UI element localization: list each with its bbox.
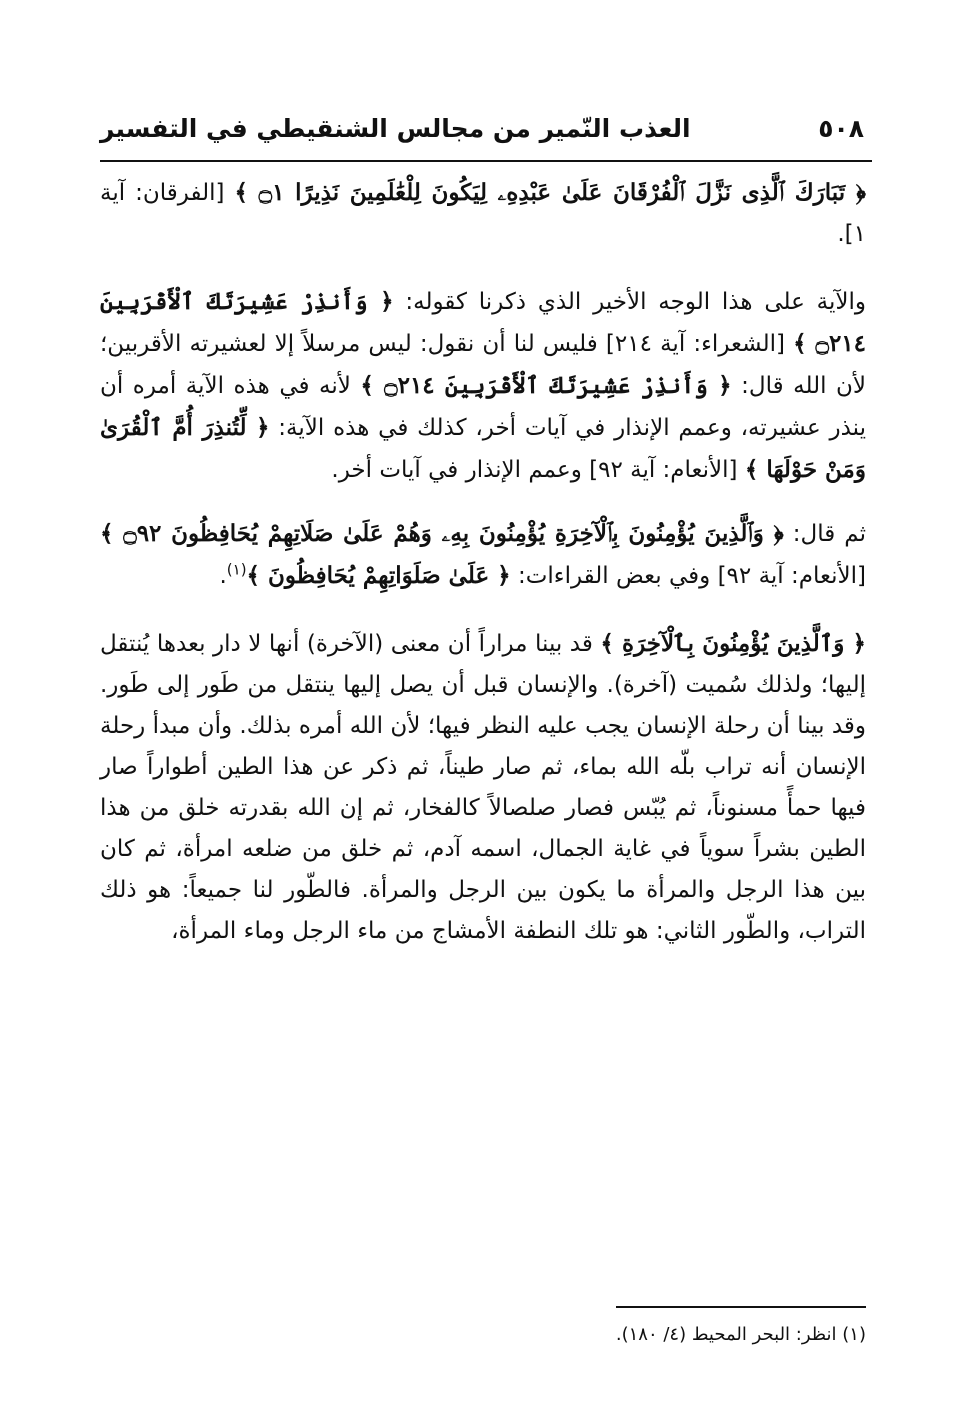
quran-verse: ﴿ وَٱلَّذِينَ يُؤْمِنُونَ بِٱلْآخِرَةِ يُؤْمِنُونَ بِهِۦ وَهُمْ عَلَىٰ صَلَاتِهِمْ يُحَافِظُونَ ۝٩٢ ﴾ (100, 520, 784, 547)
header-divider (100, 160, 872, 162)
paragraph-text: [الأنعام: آية ٩٢] وفي بعض القراءات: (510, 563, 866, 589)
quran-verse: ﴿ عَلَىٰ صَلَوَاتِهِمْ يُحَافِظُونَ ﴾ (246, 562, 511, 589)
footnote: (١) انظر: البحر المحيط (٤/ ١٨٠). (615, 1324, 866, 1345)
footnote-divider (616, 1306, 866, 1308)
page-number: ٥٠٨ (818, 113, 864, 143)
paragraph-text: ثم قال: (783, 521, 866, 547)
quran-verse: ﴿ وَأَنذِرْ عَشِيرَتَكَ ٱلْأَقْرَبِينَ ۝٢١٤ ﴾ (360, 372, 732, 399)
quran-verse: ﴿ لِّتُنذِرَ أُمَّ ٱلْقُرَىٰ وَمَنْ حَوْلَهَا ﴾ (100, 414, 866, 483)
paragraph-text: . (219, 563, 227, 589)
paragraph-text: لأنه في هذه الآية أمره أن ينذر عشيرته، وعمم الإنذار في آيات أخر، كذلك في هذه الآية: (100, 373, 866, 441)
running-title: العذب النّمير من مجالس الشنقيطي في التفسير (100, 113, 691, 143)
paragraph-text: والآية على هذا الوجه الأخير الذي ذكرنا كقوله: (393, 289, 866, 315)
paragraph-1 (100, 172, 866, 255)
paragraph-text: [الشعراء: آية ٢١٤] فليس لنا أن نقول: ليس مرسلاً إلا لعشيرته الأقربين؛ لأن الله قال: (100, 331, 867, 399)
paragraph-2 (100, 281, 866, 491)
paragraph-3 (100, 513, 866, 597)
quran-verse: ﴿ وَٱلَّذِينَ يُؤْمِنُونَ بِٱلْآخِرَةِ ﴾ (600, 630, 866, 657)
page-header (100, 108, 864, 148)
page-body (100, 172, 866, 952)
quran-verse: ﴿ وَأَنذِرْ عَشِيرَتَكَ ٱلْأَقْرَبِينَ ۝٢١٤ ﴾ (100, 288, 867, 357)
quran-verse: ﴿ تَبَارَكَ ٱلَّذِى نَزَّلَ ٱلْفُرْقَانَ عَلَىٰ عَبْدِهِۦ لِيَكُونَ لِلْعَٰلَمِينَ نَذِيرًا ۝١ ﴾ (234, 179, 866, 206)
paragraph-text: قد بينا مراراً أن معنى (الآخرة) أنها لا دار بعدها يُنتقل إليها؛ ولذلك سُميت (آخرة). والإنسان قبل أن يصل إليها ينتقل من طَور إلى طَور. وقد بينا أن رحلة الإنسان يجب عليه النظر فيها؛ لأن الله أمره بذلك. وأن مبدأ رحلة الإنسان أنه تراب بلّه الله بماء، ثم صار طيناً، ثم ذكر عن هذا الطين أطواراً صار فيها حمأً مسنوناً، ثم يُبّس فصار صلصالاً كالفخار، ثم إن الله بقدرته خلق من هذا الطين بشراً سوياً في غاية الجمال، اسمه آدم، ثم خلق من ضلعه امرأة، ثم كان بين هذا الرجل والمرأة ما يكون بين الرجل والمرأة. فالطّور لنا جميعاً: هو ذلك التراب، والطّور الثاني: هو تلك النطفة الأمشاج من ماء الرجل وماء المرأة، (100, 631, 866, 944)
paragraph-text: [الفرقان: آية ١]. (100, 180, 866, 247)
footnote-reference: (١) (226, 560, 247, 579)
paragraph-text: [الأنعام: آية ٩٢] وعمم الإنذار في آيات أخر. (331, 457, 745, 483)
paragraph-4 (100, 623, 866, 952)
